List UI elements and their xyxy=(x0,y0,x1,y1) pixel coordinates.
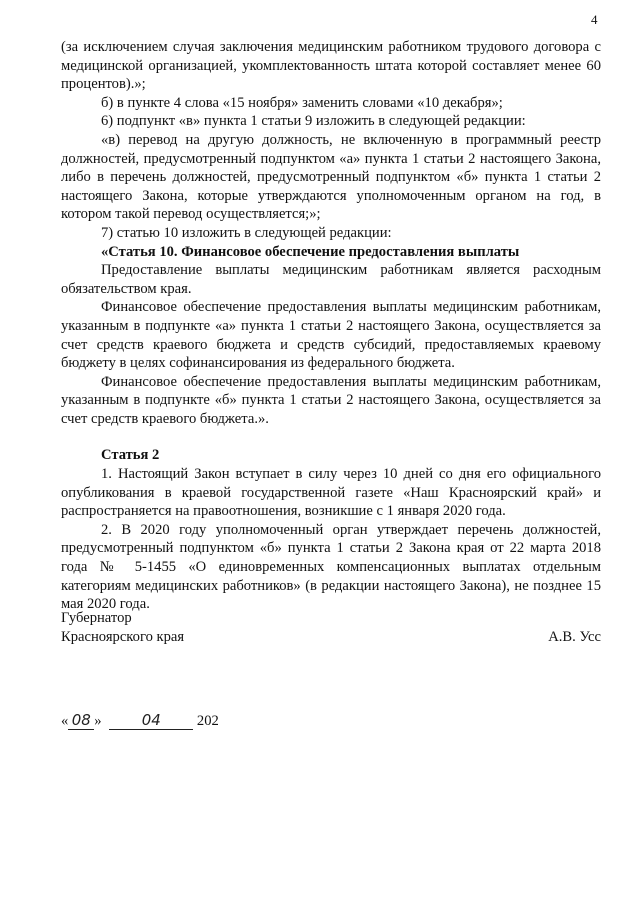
paragraph-amendment-6: 6) подпункт «в» пункта 1 статьи 9 изложить в следующей редакции: xyxy=(101,113,526,130)
paragraph-amendment-6-text: «в) перевод на другую должность, не включенную в программный реестр должностей, предусмотренный подпунктом «а» пункта 1 статьи 2 настоящего Закона, либо в перечень должностей, предусмотренный подпунктом «б» пункта 1 статьи 2 настоящего Закона, которые утверждаются уполномоченным органом на год, в котором такой перевод осуществляется;»; xyxy=(61,131,601,223)
document-body xyxy=(61,38,601,614)
article-10-paragraph-1: Предоставление выплаты медицинским работникам является расходным обязательством края. xyxy=(61,262,601,297)
date-close-quote: » xyxy=(94,713,102,729)
date-year: 202 xyxy=(196,713,219,729)
article-2-item-1: 1. Настоящий Закон вступает в силу через 10 дней со дня его официального опубликования в краевой государственной газете «Наш Красноярский край» и распространяется на правоотношения, возникшие с 1 января 2020 года. xyxy=(61,466,601,520)
signature-title-line1: Губернатор xyxy=(61,610,132,626)
signature-name: А.В. Усс xyxy=(548,629,601,645)
signature-block xyxy=(61,609,601,647)
date-line xyxy=(61,711,219,731)
date-open-quote: « xyxy=(61,713,69,729)
signature-title-line2: Красноярского края xyxy=(61,629,185,645)
paragraph-amendment-b: б) в пункте 4 слова «15 ноября» заменить словами «10 декабря»; xyxy=(101,94,503,111)
article-10-paragraph-3: Финансовое обеспечение предоставления выплаты медицинским работникам, указанным в подпункте «б» пункта 1 статьи 2 настоящего Закона, осуществляется за счет средств краевого бюджета.». xyxy=(61,373,601,427)
article-10-heading: «Статья 10. Финансовое обеспечение предоставления выплаты xyxy=(101,243,520,260)
page-number: 4 xyxy=(591,12,598,27)
date-day: 08 xyxy=(71,711,91,729)
date-month: 04 xyxy=(141,711,161,729)
article-2-heading: Статья 2 xyxy=(101,447,160,464)
paragraph-continuation: (за исключением случая заключения медицинским работником трудового договора с медицинской организацией, укомплектованность штата которой составляет менее 60 процентов).»; xyxy=(61,39,601,93)
article-2-item-2: 2. В 2020 году уполномоченный орган утверждает перечень должностей, предусмотренный подпунктом «б» пункта 1 статьи 2 Закона края от 22 марта 2018 года № 5-1455 «О единовременных компенсационных выплатах отдельным категориям медицинских работников» (в редакции настоящего Закона), не позднее 15 мая 2020 года. xyxy=(61,521,601,613)
paragraph-amendment-7: 7) статью 10 изложить в следующей редакции: xyxy=(101,224,392,241)
article-10-paragraph-2: Финансовое обеспечение предоставления выплаты медицинским работникам, указанным в подпункте «а» пункта 1 статьи 2 настоящего Закона, осуществляется за счет средств краевого бюджета и средств субсидий, предоставляемых краевому бюджету в целях софинансирования из федерального бюджета. xyxy=(61,299,601,372)
